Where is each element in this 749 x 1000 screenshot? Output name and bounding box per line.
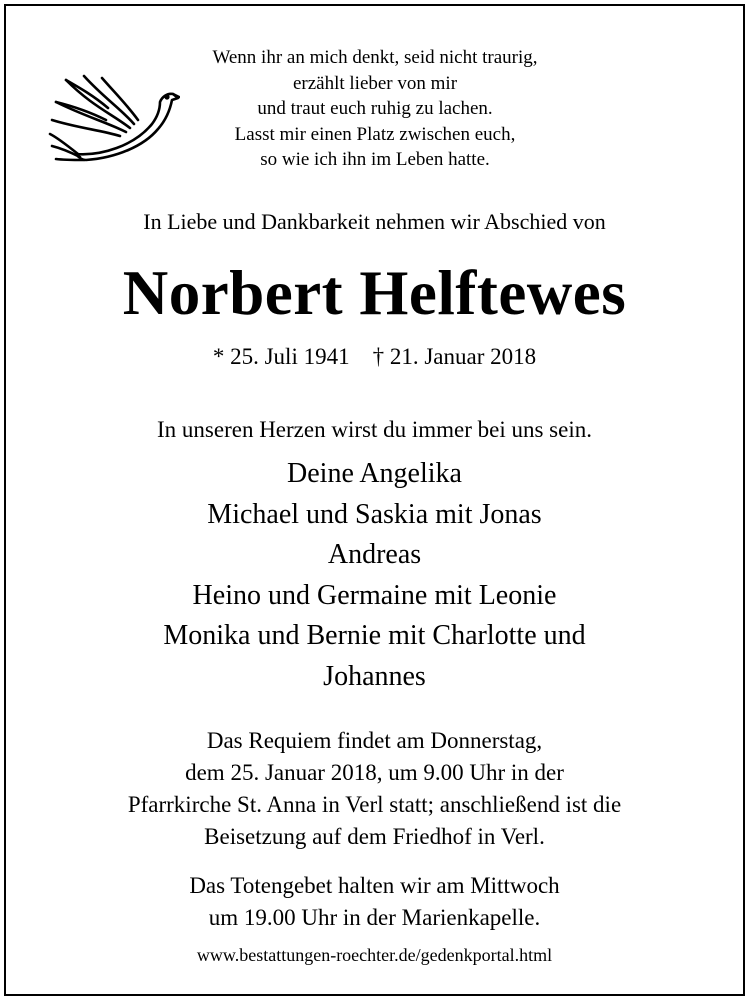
poem-line: Wenn ihr an mich denkt, seid nicht traurig, <box>212 47 538 68</box>
requiem-line: Das Requiem findet am Donnerstag, <box>206 728 543 753</box>
poem-line: Lasst mir einen Platz zwischen euch, <box>234 123 516 145</box>
memorial-verse: In unseren Herzen wirst du immer bei uns sein. <box>157 417 592 442</box>
death-date: † 21. Januar 2018 <box>372 344 537 369</box>
prayer-line: Das Totengebet halten wir am Mittwoch <box>189 873 560 898</box>
life-dates <box>0 341 749 373</box>
family-line: Heino und Germaine mit Leonie <box>192 579 557 611</box>
farewell-intro: In Liebe und Dankbarkeit nehmen wir Abschied von <box>143 209 606 234</box>
family-line: Andreas <box>327 539 422 570</box>
family-line: Deine Angelika <box>287 458 462 489</box>
family-list <box>0 454 749 697</box>
requiem-info <box>0 725 749 853</box>
birth-date: * 25. Juli 1941 <box>212 344 350 369</box>
memorial-portal-link[interactable]: www.bestattungen-roechter.de/gedenkportal.html <box>196 945 553 965</box>
prayer-info <box>0 870 749 933</box>
requiem-line: Pfarrkirche St. Anna in Verl statt; anschließend ist die <box>127 792 622 817</box>
poem-line: erzählt lieber von mir <box>292 72 458 94</box>
poem-line: und traut euch ruhig zu lachen. <box>257 98 493 119</box>
deceased-name: Norbert Helftewes <box>122 258 627 328</box>
requiem-line: dem 25. Januar 2018, um 9.00 Uhr in der <box>185 760 564 785</box>
prayer-line: um 19.00 Uhr in der Marienkapelle. <box>208 904 541 930</box>
family-line: Johannes <box>323 660 426 692</box>
family-line: Michael und Saskia mit Jonas <box>207 498 542 530</box>
family-line: Monika und Bernie mit Charlotte und <box>163 620 586 651</box>
poem-line: so wie ich ihn im Leben hatte. <box>260 149 490 170</box>
requiem-line: Beisetzung auf dem Friedhof in Verl. <box>204 824 545 849</box>
poem <box>140 45 610 173</box>
